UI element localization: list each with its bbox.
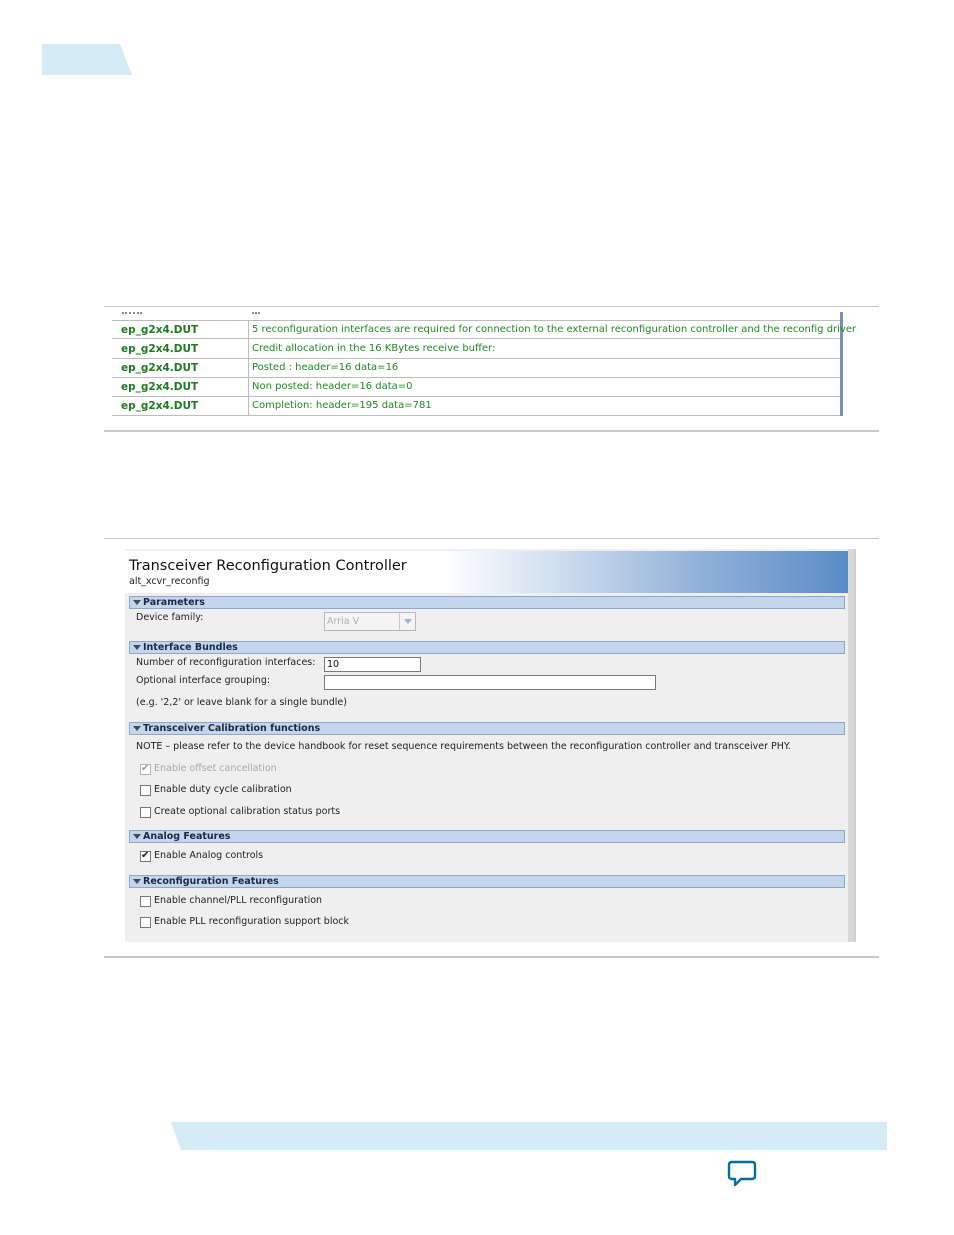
section-parameters[interactable]: [129, 596, 845, 609]
message-row: [112, 340, 840, 359]
num-interfaces-label: Number of reconfiguration interfaces:: [136, 657, 316, 668]
message-source: ep_g2x4.DUT: [121, 400, 199, 412]
section-label: Reconfiguration Features: [143, 876, 279, 887]
message-source: ep_g2x4.DUT: [121, 381, 199, 393]
parameter-editor: [125, 549, 856, 942]
duty-cycle-label: Enable duty cycle calibration: [154, 784, 292, 795]
chevron-down-icon: [404, 619, 412, 624]
collapse-triangle-icon[interactable]: [133, 645, 141, 650]
figure-top-rule: [104, 538, 879, 539]
editor-title: Transceiver Reconfiguration Controller: [129, 558, 407, 574]
collapse-triangle-icon[interactable]: [133, 600, 141, 605]
message-source: ep_g2x4.DUT: [121, 324, 199, 336]
channel-pll-checkbox[interactable]: [140, 896, 151, 907]
section-label: Analog Features: [143, 831, 231, 842]
section-interface-bundles[interactable]: [129, 641, 845, 654]
message-row: [112, 397, 840, 416]
speech-bubble-icon[interactable]: [727, 1159, 757, 1187]
analog-controls-label: Enable Analog controls: [154, 850, 264, 861]
editor-scrollbar[interactable]: [848, 549, 854, 942]
section-label: Parameters: [143, 597, 205, 608]
device-family-select[interactable]: [324, 612, 416, 631]
message-text: Credit allocation in the 16 KBytes receive buffer:: [252, 343, 496, 354]
calibration-status-checkbox[interactable]: [140, 807, 151, 818]
section-reconfiguration[interactable]: [129, 875, 845, 888]
offset-cancellation-label: Enable offset cancellation: [154, 763, 277, 774]
channel-pll-label: Enable channel/PLL reconfiguration: [154, 895, 323, 906]
dropdown-button[interactable]: [399, 613, 415, 630]
message-text: 5 reconfiguration interfaces are required for connection to the external reconfiguration controller and the reconfig driver: [252, 324, 857, 335]
checkmark-icon: ✔: [141, 763, 150, 774]
analog-controls-checkbox[interactable]: [140, 851, 151, 862]
section-label: Transceiver Calibration functions: [143, 723, 321, 734]
device-family-label: Device family:: [136, 612, 204, 623]
message-table: [112, 312, 857, 416]
grouping-hint: (e.g. '2,2' or leave blank for a single bundle): [136, 697, 347, 708]
editor-subtitle: alt_xcvr_reconfig: [129, 576, 210, 587]
grouping-label: Optional interface grouping:: [136, 675, 271, 686]
message-row: [112, 320, 857, 339]
device-family-value: Arria V: [327, 616, 360, 627]
section-calibration[interactable]: [129, 722, 845, 735]
calibration-status-label: Create optional calibration status ports: [154, 806, 341, 817]
header-tab: [42, 44, 132, 75]
message-source: ep_g2x4.DUT: [121, 362, 199, 374]
collapse-triangle-icon[interactable]: [133, 879, 141, 884]
footer-band: [171, 1122, 887, 1150]
message-text: Posted : header=16 data=16: [252, 362, 399, 373]
calibration-note: NOTE – please refer to the device handbook for reset sequence requirements between the reconfiguration controller and transceiver PHY.: [136, 741, 791, 752]
message-row-partial: [112, 312, 840, 320]
collapse-triangle-icon[interactable]: [133, 834, 141, 839]
collapse-triangle-icon[interactable]: [133, 726, 141, 731]
pll-support-checkbox[interactable]: [140, 917, 151, 928]
pll-support-label: Enable PLL reconfiguration support block: [154, 916, 349, 927]
message-text: Completion: header=195 data=781: [252, 400, 432, 411]
duty-cycle-checkbox[interactable]: [140, 785, 151, 796]
section-analog[interactable]: [129, 830, 845, 843]
section-label: Interface Bundles: [143, 642, 238, 653]
figure-bottom-rule: [104, 956, 879, 958]
figure-top-rule: [104, 306, 879, 307]
offset-cancellation-checkbox[interactable]: [140, 764, 151, 775]
message-row: [112, 378, 840, 397]
message-source: ep_g2x4.DUT: [121, 343, 199, 355]
message-text: Non posted: header=16 data=0: [252, 381, 413, 392]
message-row: [112, 359, 840, 378]
figure-bottom-rule: [104, 430, 879, 432]
grouping-input[interactable]: [324, 675, 656, 690]
checkmark-icon: ✔: [141, 850, 150, 861]
num-interfaces-input[interactable]: 10: [324, 657, 421, 672]
